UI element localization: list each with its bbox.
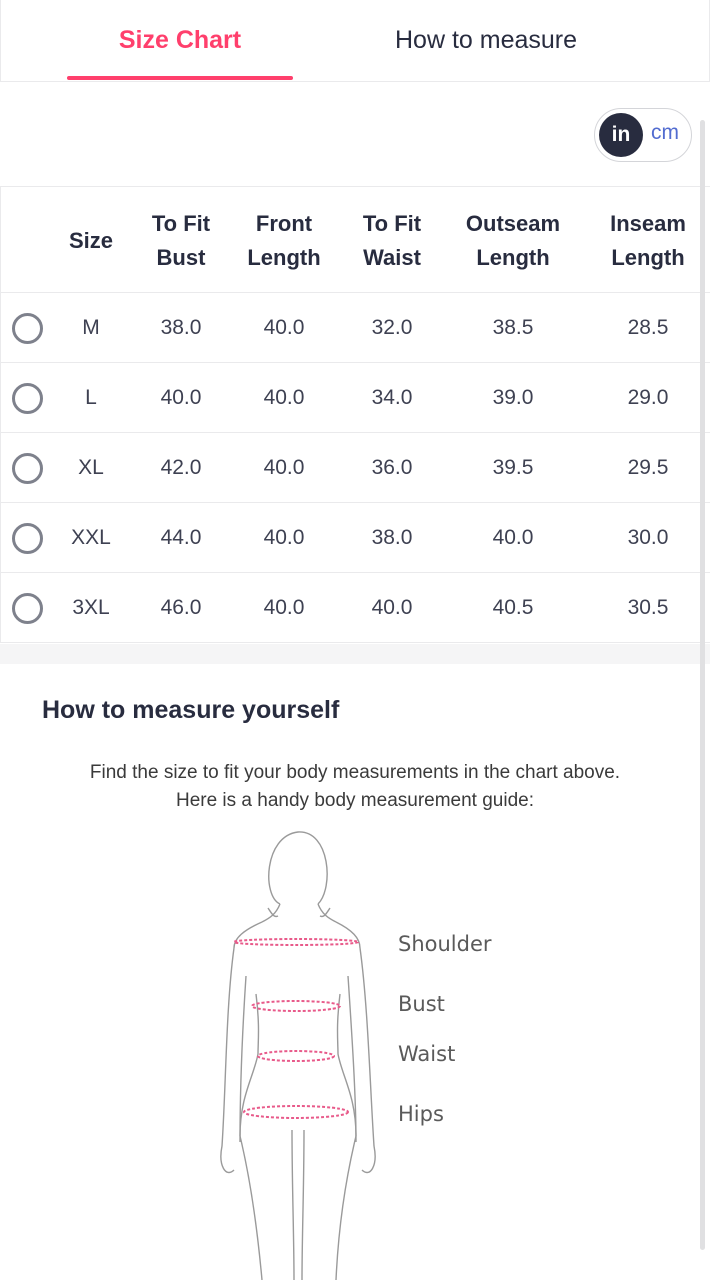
- scrollbar[interactable]: [700, 120, 705, 1250]
- cell-front-length: 40.0: [263, 526, 305, 549]
- cell-waist: 34.0: [371, 386, 413, 409]
- measure-guide-line-2: Here is a handy body measurement guide:: [175, 790, 535, 811]
- label-waist: Waist: [398, 1042, 456, 1066]
- tab-how-to-measure-label: How to measure: [394, 25, 578, 54]
- cell-front-length: 40.0: [263, 596, 305, 619]
- size-radio[interactable]: [12, 383, 43, 414]
- size-radio[interactable]: [12, 453, 43, 484]
- cell-inseam: 29.0: [627, 386, 669, 409]
- header-outseam-length: Outseam Length: [465, 211, 561, 270]
- cell-inseam: 29.5: [627, 456, 669, 479]
- label-bust: Bust: [398, 992, 445, 1016]
- cell-size: XL: [78, 456, 104, 479]
- header-to-fit-waist: To Fit Waist: [362, 211, 422, 270]
- tab-size-chart-label: Size Chart: [118, 25, 242, 54]
- tab-size-chart[interactable]: [67, 0, 293, 80]
- cell-bust: 44.0: [160, 526, 202, 549]
- cell-inseam: 30.0: [627, 526, 669, 549]
- cell-waist: 40.0: [371, 596, 413, 619]
- size-chart-table: [0, 186, 710, 643]
- cell-size: 3XL: [72, 596, 110, 619]
- cell-outseam: 39.0: [492, 386, 534, 409]
- cell-outseam: 40.5: [492, 596, 534, 619]
- header-front-length: Front Length: [247, 211, 321, 270]
- table-header: [1, 187, 710, 293]
- cell-inseam: 28.5: [627, 316, 669, 339]
- label-hips: Hips: [398, 1102, 444, 1126]
- measure-section-title: How to measure yourself: [42, 696, 340, 724]
- cell-bust: 46.0: [160, 596, 202, 619]
- cell-outseam: 38.5: [492, 316, 534, 339]
- cell-waist: 38.0: [371, 526, 413, 549]
- table-row[interactable]: [1, 503, 710, 573]
- unit-toggle: [594, 108, 692, 162]
- cell-outseam: 39.5: [492, 456, 534, 479]
- active-tab-indicator: [67, 76, 293, 80]
- cell-bust: 42.0: [160, 456, 202, 479]
- cell-front-length: 40.0: [263, 316, 305, 339]
- tab-bar: [0, 0, 710, 82]
- cell-inseam: 30.5: [627, 596, 669, 619]
- cell-front-length: 40.0: [263, 456, 305, 479]
- body-measurement-illustration: [200, 826, 390, 1280]
- cell-outseam: 40.0: [492, 526, 534, 549]
- table-row[interactable]: [1, 433, 710, 503]
- tab-how-to-measure[interactable]: [361, 0, 611, 80]
- section-divider: [0, 644, 710, 664]
- cell-waist: 32.0: [371, 316, 413, 339]
- measure-guide-line-1: Find the size to fit your body measurements in the chart above.: [89, 762, 621, 783]
- header-size: Size: [68, 228, 114, 253]
- table-row[interactable]: [1, 573, 710, 643]
- table-row[interactable]: [1, 293, 710, 363]
- cell-front-length: 40.0: [263, 386, 305, 409]
- unit-cm-button[interactable]: cm: [651, 121, 679, 144]
- cell-bust: 40.0: [160, 386, 202, 409]
- size-radio[interactable]: [12, 523, 43, 554]
- size-radio[interactable]: [12, 593, 43, 624]
- cell-waist: 36.0: [371, 456, 413, 479]
- unit-in-button[interactable]: in: [599, 113, 643, 157]
- cell-bust: 38.0: [160, 316, 202, 339]
- header-inseam-length: Inseam Length: [610, 211, 686, 270]
- header-to-fit-bust: To Fit Bust: [151, 211, 211, 270]
- table-row[interactable]: [1, 363, 710, 433]
- cell-size: XXL: [71, 526, 111, 549]
- label-shoulder: Shoulder: [398, 932, 492, 956]
- size-radio[interactable]: [12, 313, 43, 344]
- cell-size: L: [85, 386, 97, 409]
- cell-size: M: [82, 316, 100, 339]
